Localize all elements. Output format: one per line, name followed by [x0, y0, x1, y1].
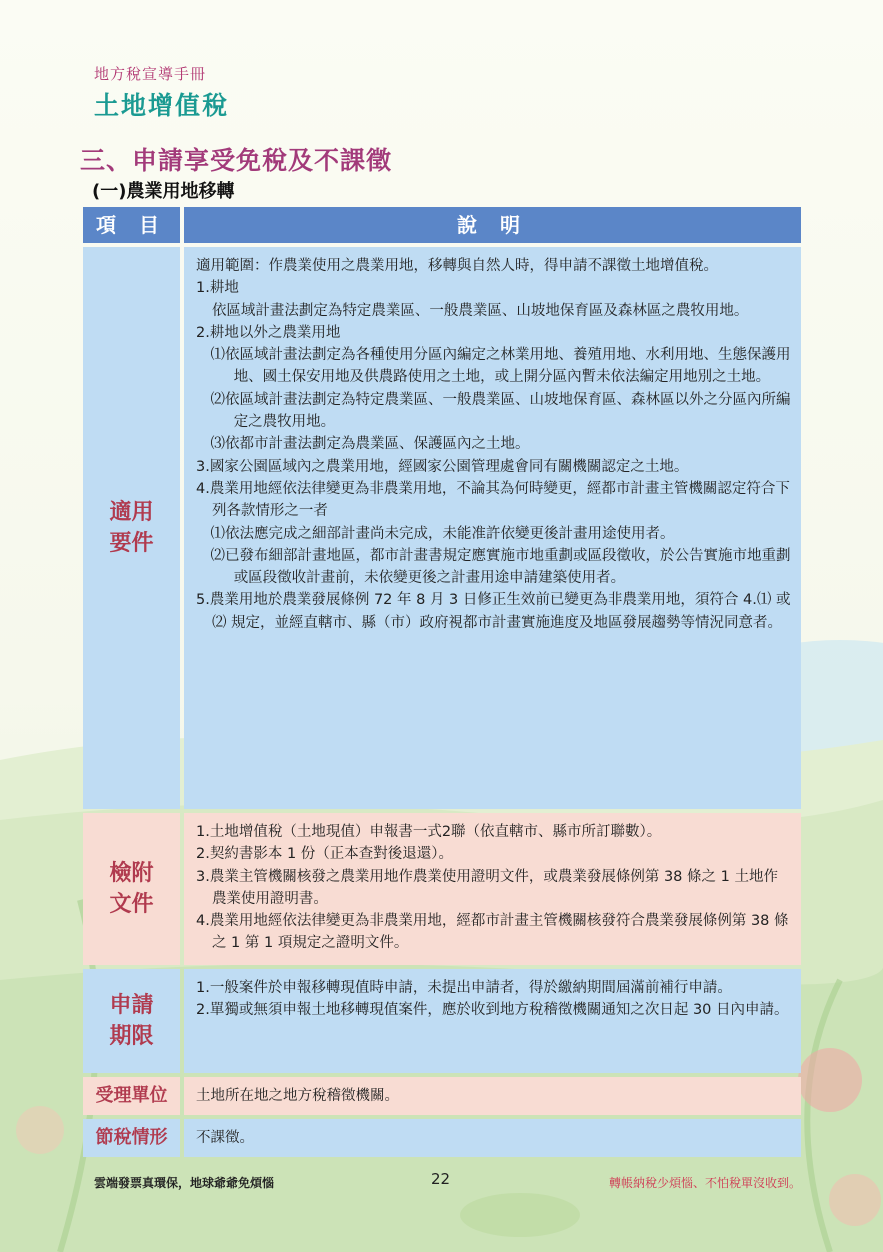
row-label-tax-saving: 節稅情形 — [83, 1119, 180, 1157]
table-row — [83, 969, 801, 1073]
chapter-title: 土地增值稅 — [94, 91, 230, 120]
text-line: 3.國家公園區域內之農業用地，經國家公園管理處會同有關機關認定之土地。 — [196, 458, 689, 475]
text-line: ⑴依區域計畫法劃定為各種使用分區內編定之林業用地、養殖用地、水利用地、生態保護用地、國土保安用地及供農路使用之土地，或上開分區內暫未依法編定用地別之土地。 — [210, 347, 791, 386]
text-line: 依區域計畫法劃定為特定農業區、一般農業區、山坡地保育區及森林區之農牧用地。 — [211, 302, 749, 319]
table-header-row — [83, 207, 801, 243]
label-line: 申請 — [109, 993, 154, 1018]
text-line: ⑶依都市計畫法劃定為農業區、保護區內之土地。 — [210, 436, 530, 453]
table-row — [83, 1077, 801, 1115]
info-table — [83, 207, 801, 1161]
label-line: 期限 — [109, 1024, 154, 1049]
text-line: ⑵已發布細部計畫地區，都市計畫書規定應實施市地重劃或區段徵收，於公告實施市地重劃或區段徵收計畫前，未依變更後之計畫用途申請建築使用者。 — [210, 547, 791, 587]
row-label-requirements — [83, 247, 180, 809]
subsection-title: (一)農業用地移轉 — [92, 181, 235, 202]
table-row — [83, 1119, 801, 1157]
footer-slogan-left: 雲端發票真環保，地球爺爺免煩惱 — [94, 1176, 275, 1190]
text-line: 4.農業用地經依法律變更為非農業用地，經都市計畫主管機關核發符合農業發展條例第 38 條之 1 第 1 項規定之證明文件。 — [196, 913, 789, 952]
handbook-title: 地方稅宣導手冊 — [94, 65, 207, 83]
text-line: 1.耕地 — [196, 280, 239, 297]
table-row — [83, 247, 801, 809]
text-line: 5.農業用地於農業發展條例 72 年 8 月 3 日修正生效前已變更為非農業用地，須符合 4.⑴ 或 ⑵ 規定，並經直轄市、縣（市）政府視都市計畫實施進度及地區發展趨勢等情況同意者。 — [196, 592, 791, 631]
row-content-requirements — [184, 247, 801, 809]
text-line: 2.單獨或無須申報土地移轉現值案件，應於收到地方稅稽徵機關通知之次日起 30 日內申請。 — [196, 1002, 789, 1019]
text-line: ⑵依區域計畫法劃定為特定農業區、一般農業區、山坡地保育區、森林區以外之分區內所編定之農牧用地。 — [210, 391, 791, 431]
label-line: 文件 — [109, 892, 154, 917]
row-label-documents — [83, 813, 180, 965]
text-line: ⑴依法應完成之細部計畫尚未完成，未能准許依變更後計畫用途使用者。 — [210, 525, 675, 542]
footer-slogan-right: 轉帳納稅少煩惱、不怕稅單沒收到。 — [608, 1176, 801, 1190]
section-title: 三、申請享受免稅及不課徵 — [80, 146, 393, 175]
row-content-agency: 土地所在地之地方稅稽徵機關。 — [184, 1077, 801, 1115]
row-label-agency: 受理單位 — [83, 1077, 180, 1115]
label-line: 檢附 — [109, 861, 154, 886]
text-line: 3.農業主管機關核發之農業用地作農業使用證明文件，或農業發展條例第 38 條之 1 土地作農業使用證明書。 — [196, 868, 778, 907]
text-line: 2.契約書影本 1 份（正本查對後退還）。 — [196, 846, 454, 863]
label-line: 適用 — [109, 500, 154, 525]
text-line: 4.農業用地經依法律變更為非農業用地，不論其為何時變更，經都市計畫主管機關認定符合下列各款情形之一者 — [196, 480, 790, 520]
text-line: 適用範圍：作農業使用之農業用地，移轉與自然人時，得申請不課徵土地增值稅。 — [196, 258, 718, 274]
page-number: 22 — [431, 1170, 451, 1188]
label-line: 要件 — [109, 531, 154, 556]
text-line: 2.耕地以外之農業用地 — [196, 324, 341, 341]
row-content-tax-saving: 不課徵。 — [184, 1119, 801, 1157]
row-content-documents — [184, 813, 801, 965]
header-item: 項 目 — [83, 207, 180, 243]
row-label-deadline — [83, 969, 180, 1073]
text-line: 1.一般案件於申報移轉現值時申請，未提出申請者，得於繳納期間屆滿前補行申請。 — [196, 980, 732, 996]
header-description: 說 明 — [184, 207, 801, 243]
table-row — [83, 813, 801, 965]
text-line: 1.土地增值稅（土地現值）申報書一式2聯（依直轄市、縣市所訂聯數）。 — [196, 824, 662, 840]
row-content-deadline — [184, 969, 801, 1073]
